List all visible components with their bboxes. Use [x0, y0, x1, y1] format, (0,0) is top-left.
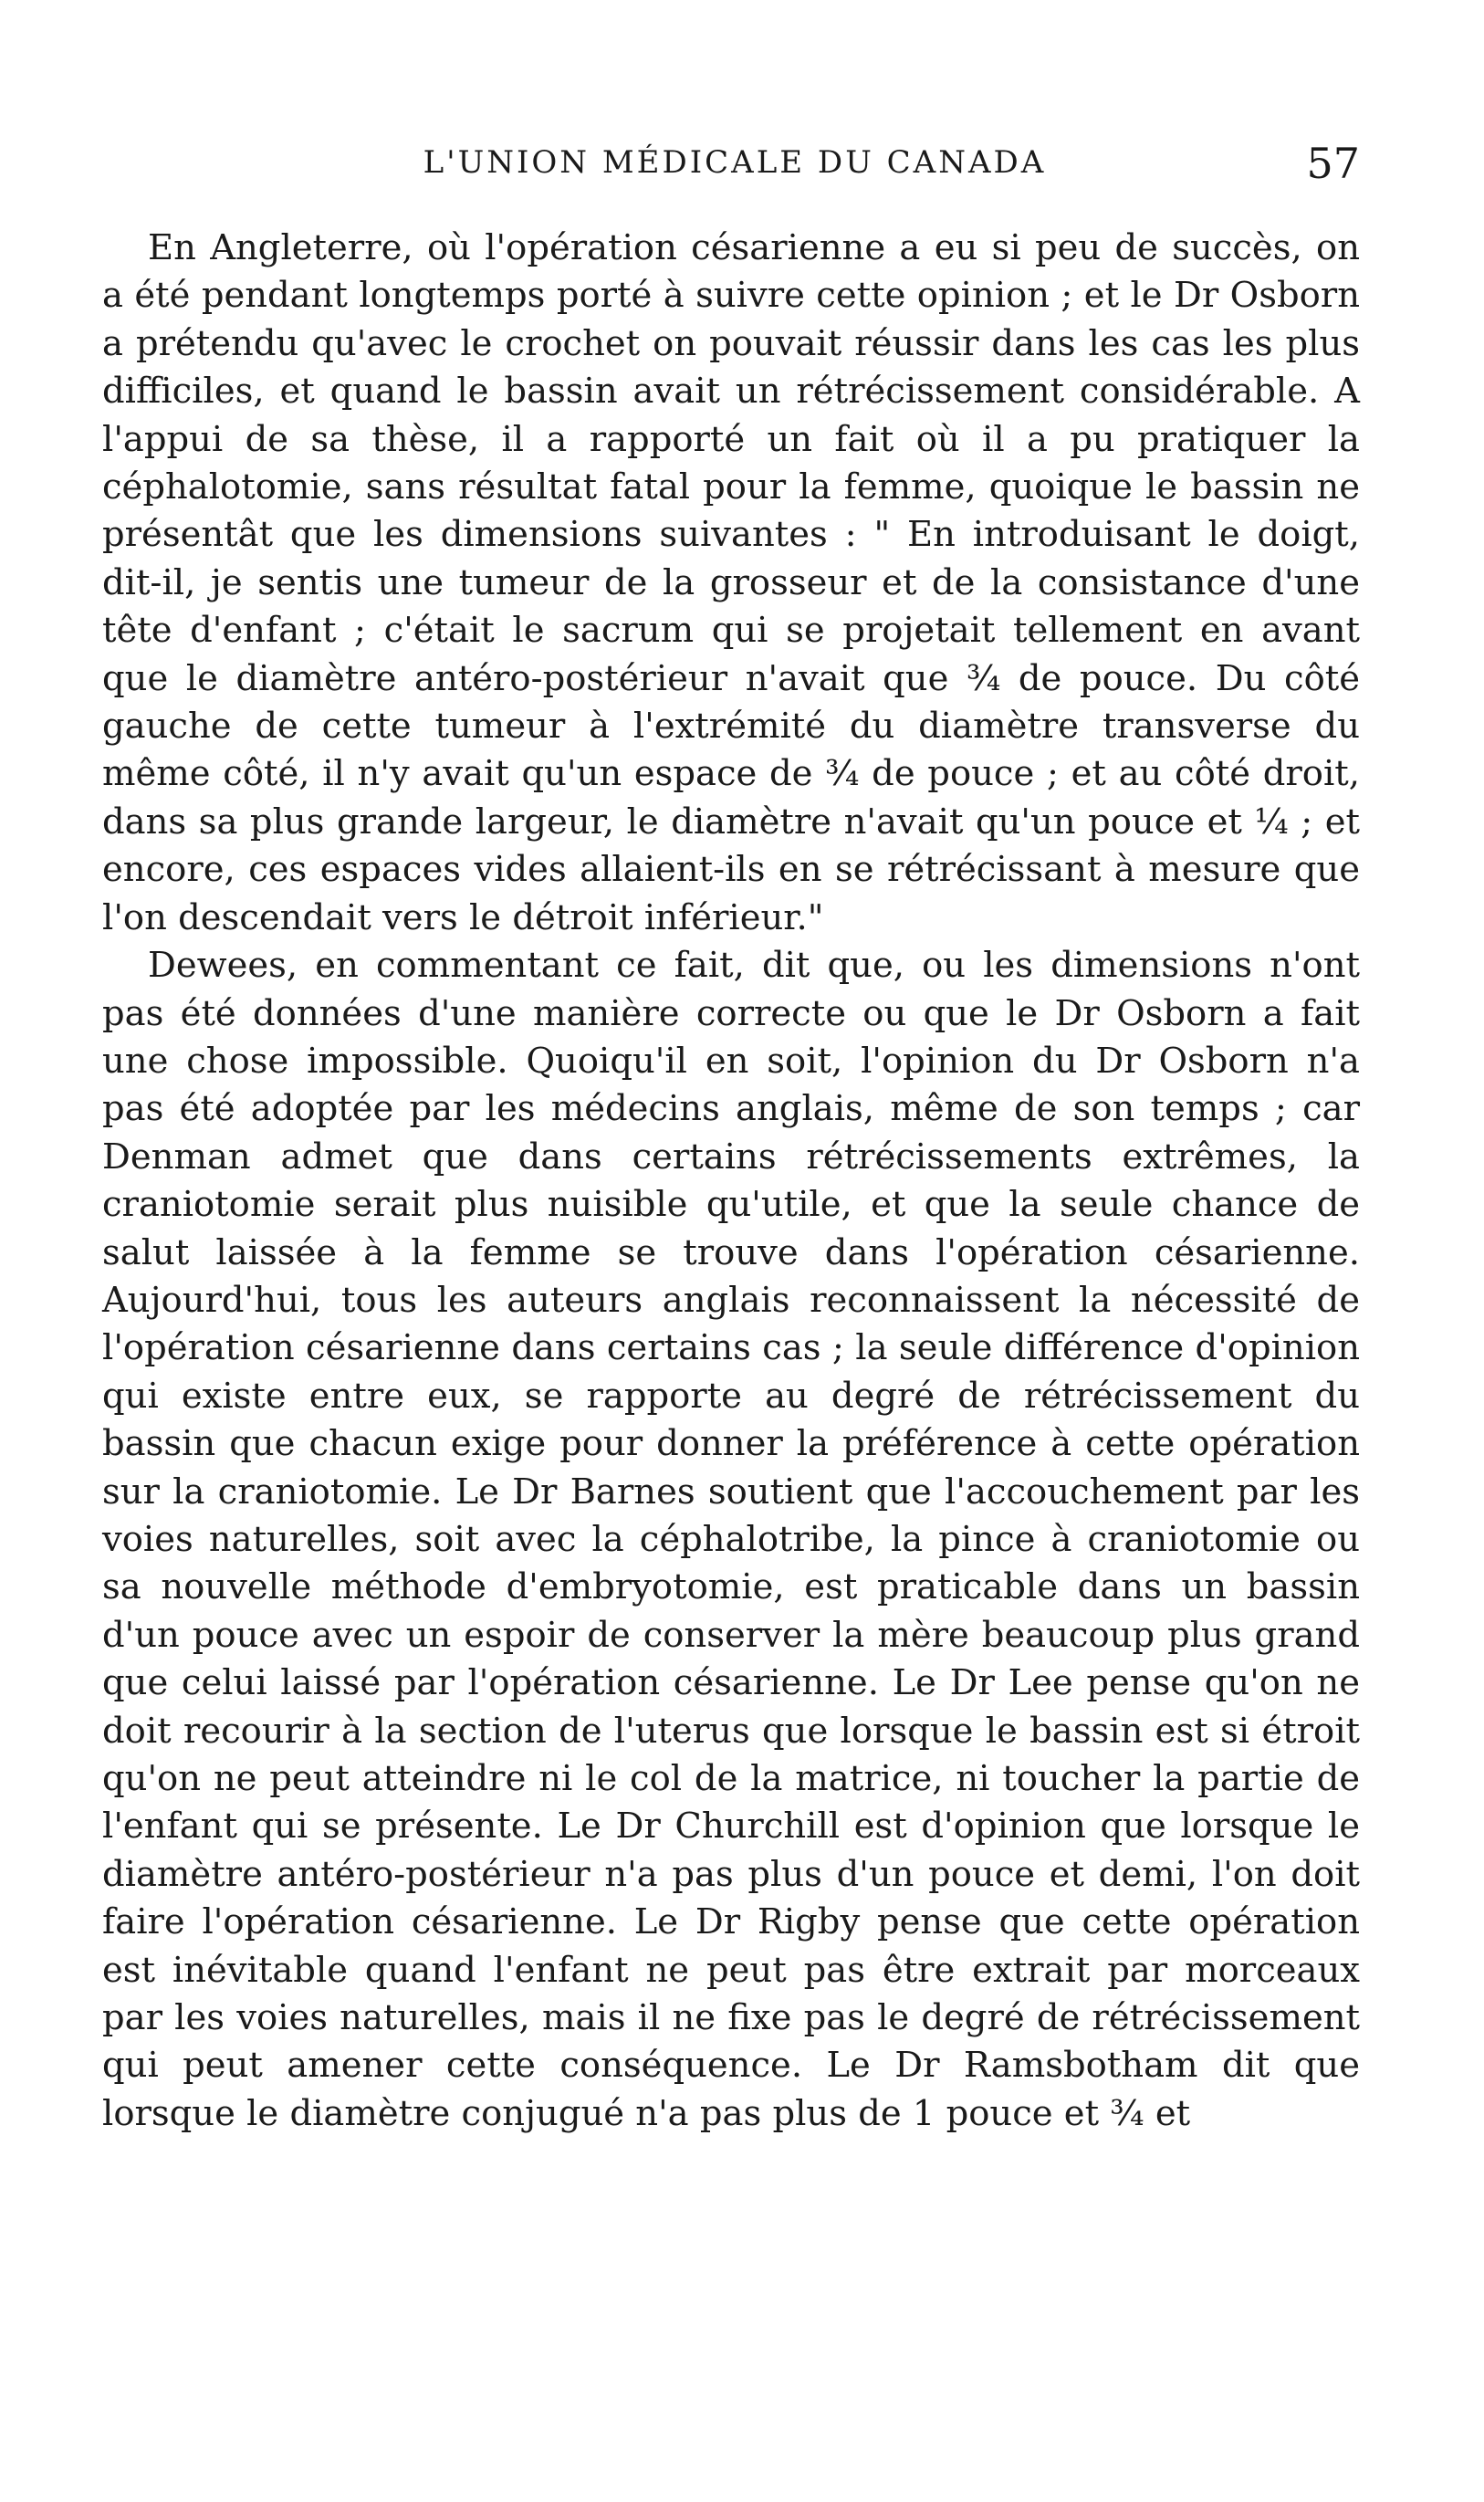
body-text	[102, 225, 1360, 2434]
page-number: 57	[1306, 139, 1360, 188]
running-title: L'UNION MÉDICALE DU CANADA	[423, 144, 1047, 181]
paragraph: En Angleterre, où l'opération césarienne a eu si peu de succès, on a été pendant longtemps porté à suivre cette opinion ; et le Dr Osborn a prétendu qu'avec le crochet on pouvait réussir dans les cas les plus difficiles, et quand le bassin avait un rétrécissement considérable. A l'appui de sa thèse, il a rapporté un fait où il a pu pratiquer la céphalotomie, sans résultat fatal pour la femme, quoique le bassin ne présentât que les dimensions suivantes : " En introduisant le doigt, dit-il, je sentis une tumeur de la grosseur et de la consistance d'une tête d'enfant ; c'était le sacrum qui se projetait tellement en avant que le diamètre antéro-postérieur n'avait que ¾ de pouce. Du côté gauche de cette tumeur à l'extrémité du diamètre transverse du même côté, il n'y avait qu'un espace de ¾ de pouce ; et au côté droit, dans sa plus grande largeur, le diamètre n'avait qu'un pouce et ¼ ; et encore, ces espaces vides allaient-ils en se rétrécissant à mesure que l'on descendait vers le détroit inférieur."	[102, 227, 1360, 938]
paragraph: Dewees, en commentant ce fait, dit que, ou les dimensions n'ont pas été données d'une manière correcte ou que le Dr Osborn a fait une chose impossible. Quoiqu'il en soit, l'opinion du Dr Osborn n'a pas été adoptée par les médecins anglais, même de son temps ; car Denman admet que dans certains rétrécissements extrêmes, la craniotomie serait plus nuisible qu'utile, et que la seule chance de salut laissée à la femme se trouve dans l'opération césarienne. Aujourd'hui, tous les auteurs anglais reconnaissent la nécessité de l'opération césarienne dans certains cas ; la seule différence d'opinion qui existe entre eux, se rapporte au degré de rétrécissement du bassin que chacun exige pour donner la préférence à cette opération sur la craniotomie. Le Dr Barnes soutient que l'accouchement par les voies naturelles, soit avec la céphalotribe, la pince à craniotomie ou sa nouvelle méthode d'embryotomie, est praticable dans un bassin d'un pouce avec un espoir de conserver la mère beaucoup plus grand que celui laissé par l'opération césarienne. Le Dr Lee pense qu'on ne doit recourir à la section de l'uterus que lorsque le bassin est si étroit qu'on ne peut atteindre ni le col de la matrice, ni toucher la partie de l'enfant qui se présente. Le Dr Churchill est d'opinion que lorsque le diamètre antéro-postérieur n'a pas plus d'un pouce et demi, l'on doit faire l'opération césarienne. Le Dr Rigby pense que cette opération est inévitable quand l'enfant ne peut pas être extrait par morceaux par les voies naturelles, mais il ne fixe pas le degré de rétrécissement qui peut amener cette conséquence. Le Dr Ramsbotham dit que lorsque le diamètre conjugué n'a pas plus de 1 pouce et ¾ et	[102, 945, 1360, 2134]
running-header	[110, 139, 1360, 199]
